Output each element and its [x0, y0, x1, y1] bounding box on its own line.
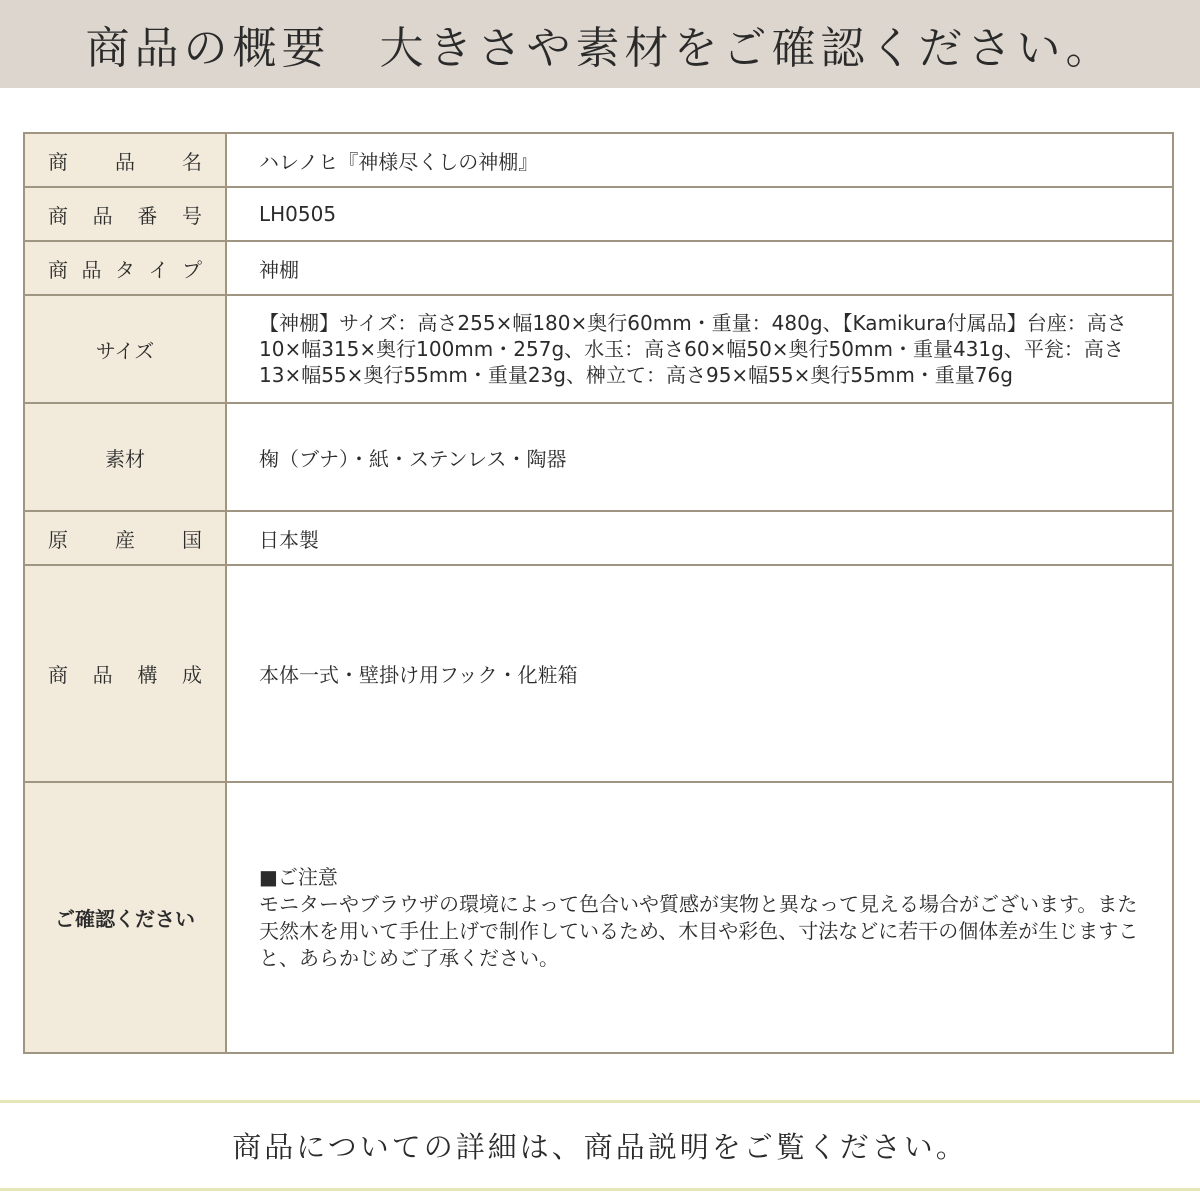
- label-char: 産: [115, 527, 135, 552]
- label-char: プ: [182, 257, 202, 282]
- table-row-contents: [24, 565, 1173, 782]
- label-char: 国: [182, 527, 202, 552]
- table-row-size: [24, 295, 1173, 403]
- footer-note: 商品についての詳細は、商品説明をご覧ください。: [232, 1130, 968, 1164]
- label-char: 品: [115, 149, 135, 174]
- table-row-product-number: [24, 187, 1173, 241]
- label-char: 番: [137, 203, 158, 228]
- label-char: 品: [92, 203, 113, 228]
- label-char: タ: [115, 257, 135, 282]
- label-char: 号: [181, 203, 202, 228]
- table-row-origin: [24, 511, 1173, 565]
- value-product-type: 神棚: [226, 241, 1173, 295]
- label-product-name: [24, 133, 226, 187]
- value-notice: [226, 782, 1173, 1053]
- label-contents: [24, 565, 226, 782]
- label-char: 商: [48, 203, 68, 228]
- label-char: 品: [81, 257, 102, 282]
- label-char: 構: [137, 663, 158, 687]
- value-product-name: ハレノヒ『神様尽くしの神棚』: [226, 133, 1173, 187]
- notice-title: ■ご注意: [259, 864, 338, 889]
- label-char: イ: [148, 257, 169, 282]
- table-row-product-name: [24, 133, 1173, 187]
- value-origin: 日本製: [226, 511, 1173, 565]
- table-row-product-type: [24, 241, 1173, 295]
- label-char: 商: [48, 257, 68, 282]
- value-material: 椈（ブナ）・紙・ステンレス・陶器: [226, 403, 1173, 511]
- notice-body: モニターやブラウザの環境によって色合いや質感が実物と異なって見える場合がございます。また天然木を用いて手仕上げで制作しているため、木目や彩色、寸法などに若干の個体差が生じますこと、あらかじめご了承ください。: [259, 891, 1139, 970]
- label-char: 商: [48, 663, 68, 687]
- label-char: 名: [182, 149, 202, 174]
- value-contents: 本体一式・壁掛け用フック・化粧箱: [226, 565, 1173, 782]
- label-product-number: [24, 187, 226, 241]
- label-char: 商: [48, 149, 68, 174]
- spec-table: [23, 132, 1174, 1054]
- table-row-material: [24, 403, 1173, 511]
- label-char: 成: [181, 663, 202, 687]
- value-size: 【神棚】サイズ：高さ255×幅180×奥行60mm・重量：480g、【Kamikura付属品】台座：高さ10×幅315×奥行100mm・257g、水玉：高さ60×幅50×奥行50mm・重量431g、平瓮：高さ13×幅55×奥行55mm・重量23g、榊立て：高さ95×幅55×奥行55mm・重量76g: [226, 295, 1173, 403]
- footer-divider-bottom: [0, 1188, 1200, 1191]
- header-banner: [0, 0, 1200, 88]
- label-size: サイズ: [24, 295, 226, 403]
- label-char: 品: [92, 663, 113, 687]
- label-char: 原: [48, 527, 68, 552]
- label-material: 素材: [24, 403, 226, 511]
- label-origin: [24, 511, 226, 565]
- page-title: 商品の概要 大きさや素材をご確認ください。: [85, 23, 1115, 74]
- table-row-notice: [24, 782, 1173, 1053]
- label-product-type: [24, 241, 226, 295]
- value-product-number: LH0505: [226, 187, 1173, 241]
- label-notice: ご確認ください: [24, 782, 226, 1053]
